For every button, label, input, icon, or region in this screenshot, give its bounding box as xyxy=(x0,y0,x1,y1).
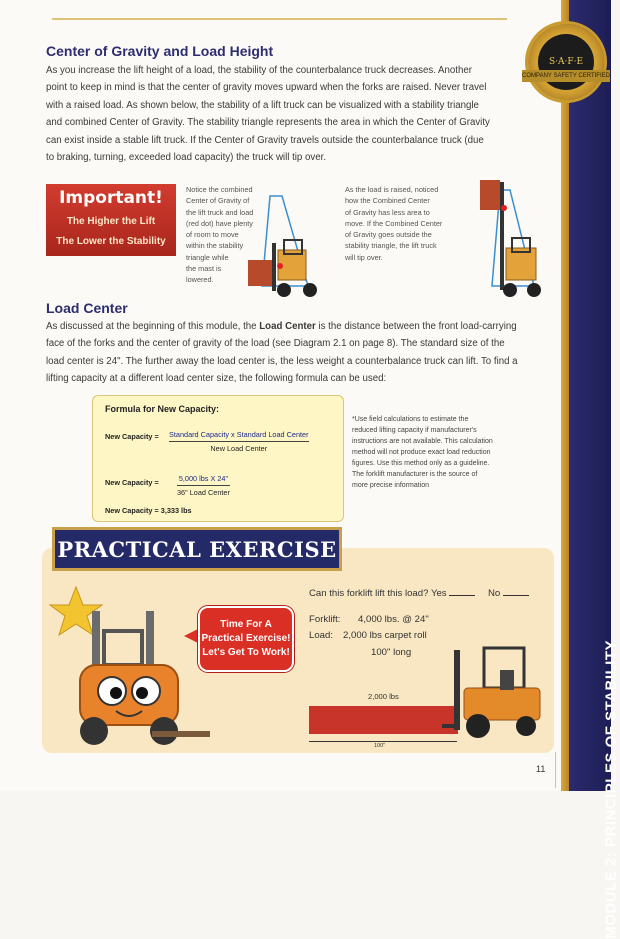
answer-no-blank[interactable] xyxy=(503,595,529,596)
mast xyxy=(500,182,504,290)
formula-title: Formula for New Capacity: xyxy=(105,404,220,414)
wheel xyxy=(527,283,541,297)
load-center-term: Load Center xyxy=(259,321,316,332)
wheel xyxy=(516,716,536,736)
formula-numerator: 5,000 lbs X 24" xyxy=(177,474,230,486)
note-line: (red dot) have plenty xyxy=(186,218,253,228)
length-dimension-label: 100" xyxy=(374,743,386,749)
paragraph-load-center xyxy=(46,318,541,388)
forklift-lowered-illustration xyxy=(240,188,332,303)
formula-fraction-general xyxy=(169,430,309,453)
cartoon-forklift-mascot xyxy=(50,585,210,750)
formula-fraction-example xyxy=(177,474,230,497)
note-line: Notice the combined xyxy=(186,185,253,194)
module-side-tab xyxy=(569,0,620,939)
answer-no-label: No xyxy=(487,588,501,599)
note-line: lowered. xyxy=(186,275,214,285)
speech-bubble xyxy=(198,606,294,672)
practical-exercise-title: PRACTICAL EXERCISE xyxy=(57,537,337,562)
formula-label-2: New Capacity = xyxy=(105,478,159,487)
speech-line: Practical Exercise! xyxy=(201,633,291,644)
mascot-fork xyxy=(152,731,210,737)
note-line: of Gravity goes outside the xyxy=(345,230,432,240)
footnote-line: The forklift manufacturer is the source of xyxy=(352,471,478,478)
page-number-rule xyxy=(555,752,556,788)
paragraph-line: to braking, turning, exceeded load capacity) the truck will tip over. xyxy=(46,152,327,164)
speech-line: Time For A xyxy=(220,619,272,630)
formula-label-1 xyxy=(105,432,159,441)
paragraph-line: and combined Center of Gravity. The stability triangle represents the area in which the Center of Gravity xyxy=(46,117,490,129)
fork xyxy=(442,724,460,728)
paragraph-center-of-gravity xyxy=(46,62,536,166)
exercise-question xyxy=(309,588,539,599)
load-box xyxy=(248,260,272,286)
carpet-weight-label: 2,000 lbs xyxy=(368,692,399,701)
safety-seal-ribbon: COMPANY SAFETY CERTIFIED xyxy=(522,70,610,82)
formula-label-text: New Capacity = xyxy=(105,432,159,441)
center-of-gravity-dot xyxy=(501,205,507,211)
footnote-line: *Use field calculations to estimate the xyxy=(352,416,469,423)
speech-line: Let's Get To Work! xyxy=(202,647,290,658)
forklift-spec-value: 4,000 lbs. @ 24" xyxy=(358,614,429,625)
paragraph-line: can exist inside a stable lift truck. If the Center of Gravity travels outside the counterbalance truck (due xyxy=(46,134,484,146)
paragraph-line: with a raised load. As shown below, the stability of a lift truck can be visualized with a stability triangle xyxy=(46,99,479,111)
mascot-wheel xyxy=(80,717,108,745)
side-gold-strip xyxy=(561,0,569,791)
note-line: the lift truck and load xyxy=(186,207,254,217)
load-spec-label: Load: xyxy=(309,630,334,641)
note-line: within the stability xyxy=(186,241,244,251)
formula-denominator: New Load Center xyxy=(210,444,268,453)
forklift-spec-label: Forklift: xyxy=(309,614,341,625)
important-callout xyxy=(46,184,176,256)
formula-numerator: Standard Capacity x Standard Load Center xyxy=(169,430,309,442)
paragraph-text: is the distance between the front load-carrying xyxy=(315,321,517,332)
wheel xyxy=(277,283,291,297)
mast xyxy=(454,650,460,730)
note-line: how the Combined Center xyxy=(345,196,430,206)
footnote-line: instructions are not available. This calculation xyxy=(352,438,493,445)
formula-box xyxy=(92,395,344,522)
important-line-1: The Higher the Lift xyxy=(66,216,156,227)
safety-seal-text: S·A·F·E xyxy=(538,34,594,90)
note-line: triangle while xyxy=(186,252,229,262)
section-heading-load-center: Load Center xyxy=(46,300,128,316)
paragraph-line: load center is 24". The further away the load center is, the less weight a counterbalance truck can lift. To find a xyxy=(46,355,518,367)
speech-bubble-text xyxy=(200,618,292,660)
note-line: As the load is raised, noticed xyxy=(345,185,439,194)
carpet-roll xyxy=(309,706,458,734)
practical-exercise-banner xyxy=(52,527,342,571)
wheel xyxy=(503,283,517,297)
note-line: Center of Gravity of xyxy=(186,196,250,206)
load-length: 100" long xyxy=(371,647,412,658)
center-of-gravity-dot xyxy=(277,263,283,269)
paragraph-line: As you increase the lift height of a load, the stability of the counterbalance truck decreases. Another xyxy=(46,65,472,76)
footnote-line: figures. Use this method only as a guideline. xyxy=(352,460,490,467)
mast xyxy=(272,243,276,291)
length-dimension-line xyxy=(309,741,457,742)
stability-note-raised xyxy=(345,184,458,263)
important-line-2: The Lower the Stability xyxy=(56,236,166,247)
seat xyxy=(500,670,514,690)
paragraph-line: lifting capacity at a different load center size, the following formula can be used: xyxy=(46,373,387,385)
note-line: stability triangle, the lift truck xyxy=(345,241,437,251)
paragraph-line: point to keep in mind is that the center of gravity moves upward when the forks are raised. Never travel xyxy=(46,82,487,94)
note-line: of Gravity has less area to xyxy=(345,207,430,217)
footnote-line: more precise information xyxy=(352,482,430,489)
formula-footnote xyxy=(352,414,522,491)
mascot-cage xyxy=(104,631,142,665)
section-heading-center-of-gravity: Center of Gravity and Load Height xyxy=(46,43,274,59)
safety-seal-badge xyxy=(522,24,610,100)
forklift-raised-illustration xyxy=(478,178,548,303)
wheel xyxy=(466,714,490,738)
exercise-forklift-illustration xyxy=(440,640,550,740)
footnote-line: method will not produce exact load reduction xyxy=(352,449,491,456)
note-line: of room to move xyxy=(186,230,239,240)
top-decorative-rule xyxy=(52,18,507,20)
module-side-tab-text: MODULE 2: PRINCIPLES OF STABILITY xyxy=(603,640,620,939)
mascot-pupil xyxy=(110,687,122,699)
question-text: Can this forklift lift this load? xyxy=(309,588,429,599)
raised-load-box xyxy=(480,180,500,210)
answer-yes-label: Yes xyxy=(430,588,447,599)
note-line: the mast is xyxy=(186,264,222,274)
important-title: Important! xyxy=(59,188,163,208)
wheel xyxy=(303,283,317,297)
note-line: move. If the Combined Center xyxy=(345,218,443,228)
note-line: will tip over. xyxy=(345,252,383,262)
paragraph-line: face of the forks and the center of gravity of the load (see Diagram 2.1 on page 8). The standard size of the xyxy=(46,338,505,350)
load-spec-value: 2,000 lbs carpet roll xyxy=(343,630,427,641)
paragraph-line xyxy=(46,318,541,335)
paragraph-text: As discussed at the beginning of this module, the xyxy=(46,321,260,332)
footnote-line: reduced lifting capacity if manufacturer's xyxy=(352,427,477,434)
formula-result: New Capacity = 3,333 lbs xyxy=(105,506,192,515)
mascot-pupil xyxy=(136,687,148,699)
answer-yes-blank[interactable] xyxy=(449,595,475,596)
page-number: 11 xyxy=(536,764,546,774)
formula-denominator: 36" Load Center xyxy=(177,488,230,497)
